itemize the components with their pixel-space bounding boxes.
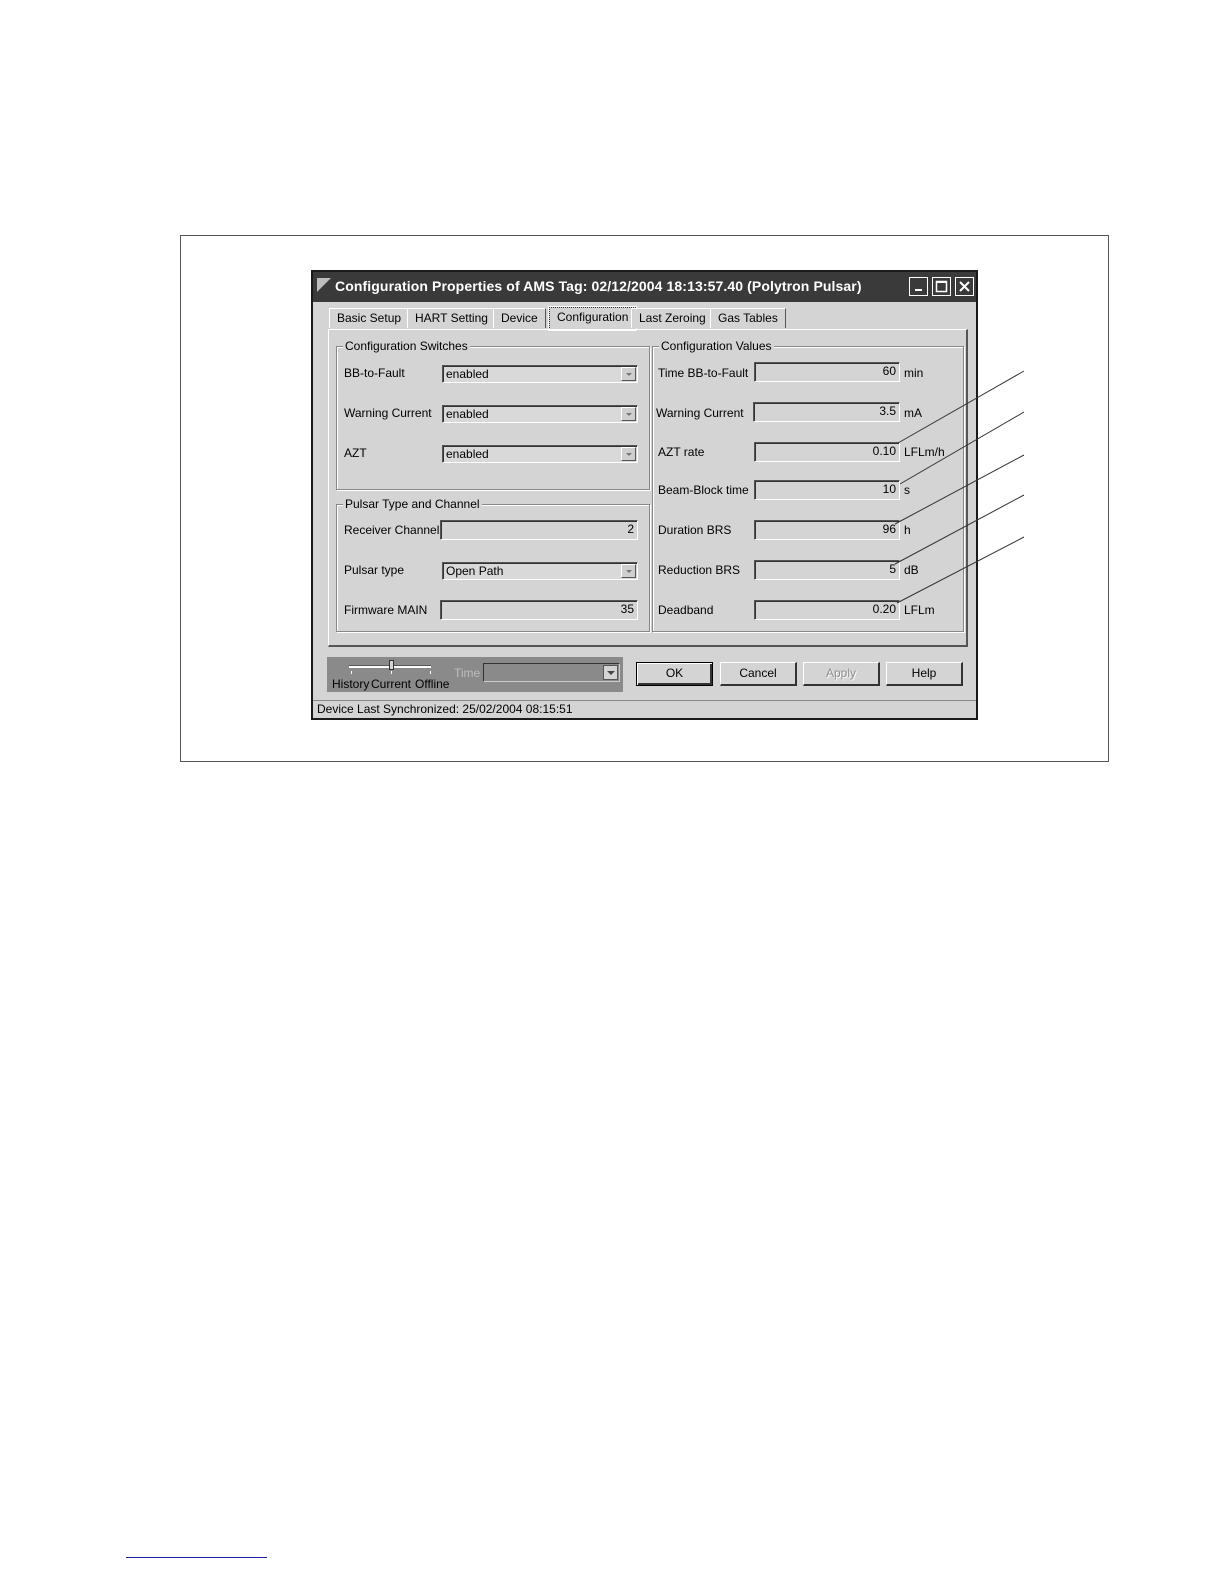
warning-current-unit: mA [904,406,922,420]
reduction-brs-value: 5 [889,562,896,576]
deadband-label: Deadband [658,603,714,617]
warning-current-switch-label: Warning Current [344,406,432,420]
reduction-brs-unit: dB [904,563,919,577]
bb-to-fault-label: BB-to-Fault [344,366,405,380]
firmware-main-label: Firmware MAIN [344,603,428,617]
window-title: Configuration Properties of AMS Tag: 02/12/2004 18:13:57.40 (Polytron Pulsar) [335,278,862,294]
pulsar-type-label: Pulsar type [344,563,405,577]
warning-current-value: 3.5 [879,404,896,418]
callout-line [897,537,1024,603]
beam-block-time-value: 10 [882,482,896,496]
tab-device[interactable]: Device [493,308,546,328]
ok-button[interactable]: OK [636,662,713,686]
values-group-title: Configuration Values [661,339,772,353]
apply-button[interactable]: Apply [803,662,880,686]
bb-to-fault-value: enabled [446,367,489,381]
history-label[interactable]: History [332,677,370,691]
receiver-channel-value: 2 [627,522,634,536]
footnote-rule [126,1557,267,1558]
azt-rate-label: AZT rate [658,445,705,459]
beam-block-time-unit: s [904,483,910,497]
azt-rate-value: 0.10 [872,444,896,458]
callout-line [900,412,1024,484]
time-label: Time [454,666,481,680]
switches-group-title: Configuration Switches [345,339,468,353]
offline-label[interactable]: Offline [415,677,450,691]
time-bb-to-fault-label: Time BB-to-Fault [658,366,749,380]
time-bb-to-fault-unit: min [904,366,924,380]
callout-line [895,495,1024,564]
deadband-unit: LFLm [904,603,935,617]
callout-line [898,371,1024,443]
tab-hart-setting[interactable]: HART Setting [407,308,496,328]
time-bb-to-fault-value: 60 [882,364,896,378]
tab-basic-setup[interactable]: Basic Setup [329,308,409,328]
tab-gas-tables[interactable]: Gas Tables [710,308,786,328]
tab-last-zeroing[interactable]: Last Zeroing [631,308,714,328]
azt-rate-unit: LFLm/h [904,445,945,459]
warning-current-switch-value: enabled [446,407,489,421]
azt-label: AZT [344,446,367,460]
beam-block-time-label: Beam-Block time [658,483,749,497]
azt-value: enabled [446,447,489,461]
warning-current-label: Warning Current [656,406,744,420]
cancel-button[interactable]: Cancel [720,662,797,686]
duration-brs-value: 96 [882,522,896,536]
pulsar-type-value: Open Path [446,564,504,578]
status-bar: Device Last Synchronized: 25/02/2004 08:15:51 [313,700,976,718]
deadband-value: 0.20 [872,602,896,616]
pulsar-group-title: Pulsar Type and Channel [345,497,480,511]
reduction-brs-label: Reduction BRS [658,563,741,577]
firmware-main-value: 35 [620,602,634,616]
current-label[interactable]: Current [371,677,412,691]
tab-configuration[interactable]: Configuration [549,307,636,330]
duration-brs-unit: h [904,523,911,537]
receiver-channel-label: Receiver Channel [344,523,440,537]
help-button[interactable]: Help [886,662,963,686]
callout-line [895,455,1024,524]
duration-brs-label: Duration BRS [658,523,732,537]
